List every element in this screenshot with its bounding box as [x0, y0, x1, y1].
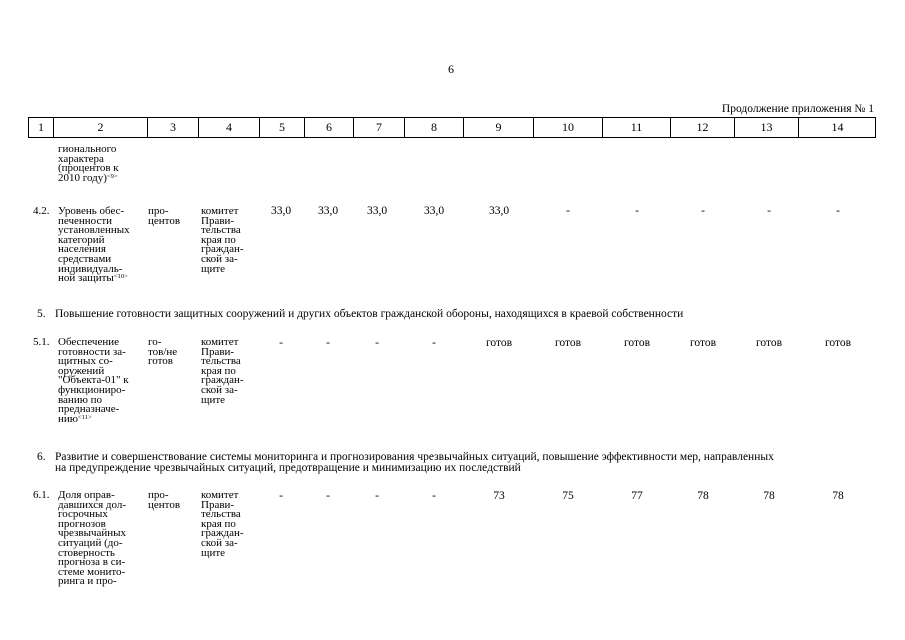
- name-line: ной защиты$^{<10>}$: [58, 272, 128, 285]
- resp-line: граждан-: [201, 374, 244, 387]
- resp-line: края по: [201, 233, 236, 246]
- footnote-ref: <9>: [106, 172, 118, 180]
- name-line: функциониро-: [58, 383, 126, 396]
- value-cell: готов: [623, 337, 651, 349]
- carryover-line: 2010 году)$^{<9>}$: [58, 171, 118, 184]
- value-cell: 33,0: [366, 205, 388, 217]
- value-cell: готов: [689, 337, 717, 349]
- name-line: нию$^{<11>}$: [58, 412, 92, 425]
- name-line: предназначе-: [58, 403, 120, 416]
- resp-line: края по: [201, 364, 236, 377]
- value-cell: 78: [832, 490, 844, 502]
- table-header: [28, 117, 876, 138]
- resp-line: щите: [201, 262, 226, 275]
- carryover-line: (процентов к: [58, 162, 119, 175]
- unit-line: тов/не: [148, 345, 178, 358]
- section-title-line1: Развитие и совершенствование системы мониторинга и прогнозирования чрезвычайных ситуаций, повышение эффективности мер, направленных: [55, 451, 774, 463]
- value-cell: 78: [763, 490, 775, 502]
- resp-line: Прави-: [201, 345, 235, 358]
- value-cell: готов: [554, 337, 582, 349]
- unit-line: го-: [148, 336, 162, 348]
- resp-line: Прави-: [201, 498, 235, 511]
- unit: [148, 491, 180, 510]
- resp-line: ской за-: [201, 536, 238, 549]
- value-cell: 73: [493, 490, 505, 502]
- header-col-12: 12: [670, 118, 734, 137]
- name-line: чрезвычайных: [58, 527, 127, 540]
- header-col-2: 2: [53, 118, 147, 137]
- value-cell: 75: [562, 490, 574, 502]
- section-title-line2: на предупреждение чрезвычайных ситуаций, предотвращение и минимизацию их последствий: [55, 462, 521, 474]
- name-line: установленных: [58, 224, 130, 237]
- header-col-11: 11: [602, 118, 670, 137]
- resp-line: тельства: [201, 508, 241, 521]
- value-cell: 77: [631, 490, 643, 502]
- row-number: 6.1.: [33, 489, 50, 501]
- name-line: готовности за-: [58, 345, 126, 358]
- indicator-name: [58, 207, 130, 284]
- page-number: 6: [448, 62, 454, 76]
- unit: [148, 338, 177, 367]
- resp-line: щите: [201, 546, 226, 559]
- resp-line: тельства: [201, 224, 241, 237]
- header-col-7: 7: [353, 118, 404, 137]
- value-cell: -: [767, 205, 771, 217]
- continuation-label: Продолжение приложения № 1: [721, 103, 874, 115]
- footnote-ref: <10>: [113, 273, 128, 281]
- resp-line: тельства: [201, 355, 241, 368]
- name-line: населения: [58, 243, 106, 256]
- unit-line: центов: [148, 498, 181, 511]
- name-line: щитных со-: [58, 355, 113, 368]
- footnote-ref: <11>: [78, 413, 92, 421]
- resp-line: комитет: [201, 336, 239, 348]
- row-number: 5.1.: [33, 336, 50, 348]
- value-cell: -: [635, 205, 639, 217]
- unit-line: про-: [148, 489, 169, 501]
- section-number: 5.: [37, 308, 46, 320]
- header-col-4: 4: [198, 118, 259, 137]
- indicator-name: [58, 338, 129, 424]
- name-line: средствами: [58, 252, 112, 265]
- responsible: [201, 207, 244, 274]
- value-cell: 78: [697, 490, 709, 502]
- value-cell: готов: [824, 337, 852, 349]
- header-col-3: 3: [147, 118, 198, 137]
- name-line: Доля оправ-: [58, 489, 115, 501]
- unit-line: центов: [148, 214, 181, 227]
- resp-line: граждан-: [201, 527, 244, 540]
- header-col-9: 9: [463, 118, 533, 137]
- header-col-5: 5: [259, 118, 304, 137]
- name-line: ситуаций (до-: [58, 536, 123, 549]
- indicator-name: [58, 491, 126, 587]
- name-line: "Объекта-01" к: [58, 374, 129, 387]
- name-line: госрочных: [58, 508, 108, 521]
- resp-line: края по: [201, 517, 236, 530]
- resp-line: щите: [201, 393, 226, 406]
- name-line: Обеспечение: [58, 336, 119, 348]
- value-cell: -: [432, 490, 436, 502]
- resp-line: Прави-: [201, 214, 235, 227]
- header-col-10: 10: [533, 118, 602, 137]
- name-line: прогнозов: [58, 517, 106, 530]
- name-line: оружений: [58, 364, 105, 377]
- name-line: печенности: [58, 214, 113, 227]
- value-cell: -: [326, 337, 330, 349]
- carryover-line: характера: [58, 152, 104, 165]
- header-col-13: 13: [734, 118, 798, 137]
- unit-line: готов: [148, 355, 173, 368]
- unit-line: про-: [148, 205, 169, 217]
- responsible: [201, 491, 244, 558]
- value-cell: -: [375, 490, 379, 502]
- carryover-line: гионального: [58, 143, 117, 155]
- name-line: прогноза в си-: [58, 556, 126, 569]
- value-cell: 33,0: [270, 205, 292, 217]
- name-line: стоверность: [58, 546, 115, 559]
- name-line: ванию по: [58, 393, 103, 406]
- name-line: индивидуаль-: [58, 262, 123, 275]
- section-title: Повышение готовности защитных сооружений и других объектов гражданской обороны, находящихся в краевой собственности: [55, 308, 684, 320]
- resp-line: ской за-: [201, 383, 238, 396]
- resp-line: граждан-: [201, 243, 244, 256]
- name-line: давшихся дол-: [58, 498, 127, 511]
- section-number: 6.: [37, 451, 46, 463]
- value-cell: -: [279, 490, 283, 502]
- header-col-8: 8: [404, 118, 463, 137]
- responsible: [201, 338, 244, 405]
- value-cell: -: [701, 205, 705, 217]
- value-cell: -: [279, 337, 283, 349]
- unit: [148, 207, 180, 226]
- resp-line: ской за-: [201, 252, 238, 265]
- value-cell: 33,0: [488, 205, 510, 217]
- value-cell: -: [375, 337, 379, 349]
- value-cell: готов: [755, 337, 783, 349]
- value-cell: -: [432, 337, 436, 349]
- value-cell: -: [836, 205, 840, 217]
- name-line: категорий: [58, 233, 105, 246]
- header-col-1: 1: [38, 120, 44, 134]
- name-line: ринга и про-: [58, 575, 117, 588]
- resp-line: комитет: [201, 489, 239, 501]
- row-number: 4.2.: [33, 205, 50, 217]
- value-cell: -: [566, 205, 570, 217]
- value-cell: 33,0: [423, 205, 445, 217]
- value-cell: -: [326, 490, 330, 502]
- carryover-name: [58, 145, 119, 183]
- name-line: стеме монито-: [58, 565, 126, 578]
- resp-line: комитет: [201, 205, 239, 217]
- value-cell: 33,0: [317, 205, 339, 217]
- header-col-6: 6: [304, 118, 353, 137]
- header-col-14: 14: [798, 118, 876, 137]
- name-line: Уровень обес-: [58, 205, 125, 217]
- value-cell: готов: [485, 337, 513, 349]
